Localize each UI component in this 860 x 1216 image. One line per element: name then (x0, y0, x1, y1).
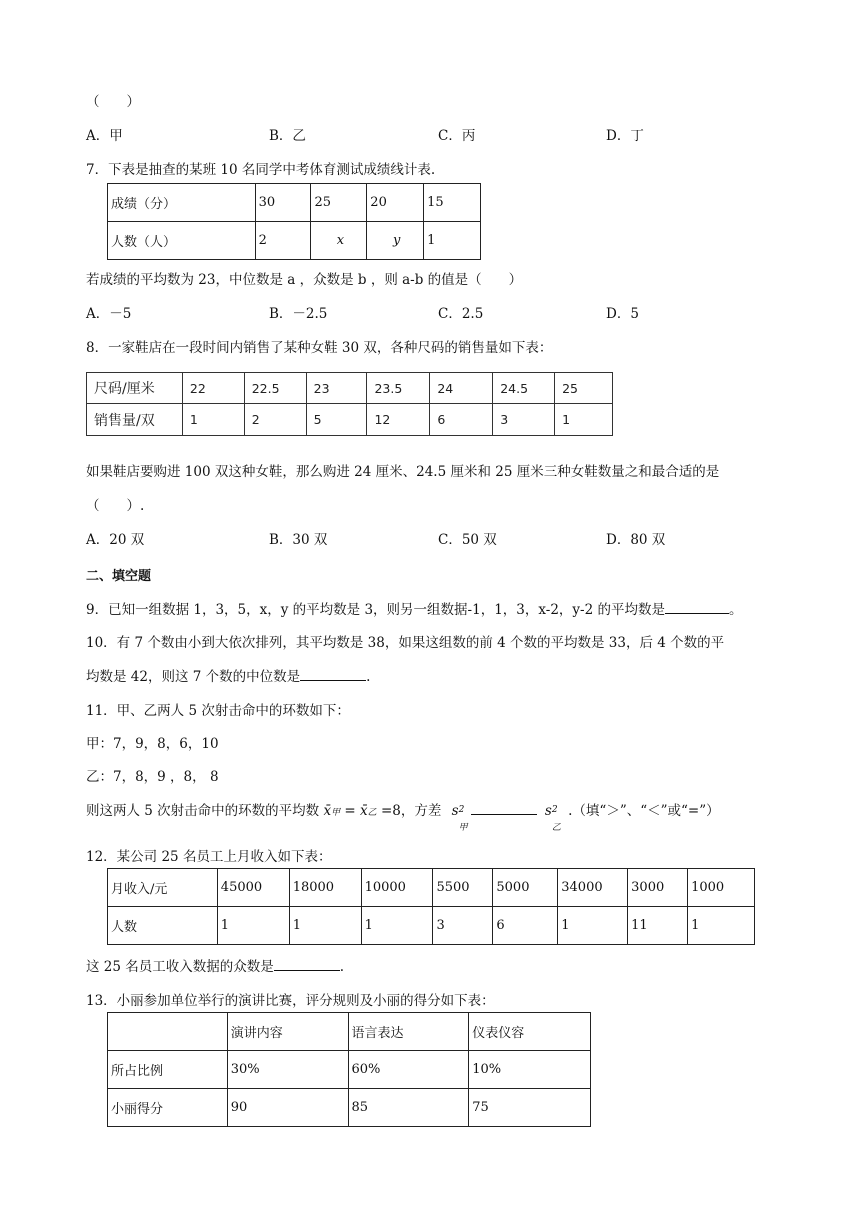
q8-options (86, 528, 776, 546)
option-d[interactable]: D．80 双 (606, 532, 666, 548)
table-cell: 1 (289, 907, 361, 945)
table-row (87, 404, 613, 436)
table-cell: 1 (217, 907, 289, 945)
table-cell: 10000 (361, 869, 433, 907)
table-cell: 6 (430, 404, 493, 436)
q13-score-table (107, 1012, 591, 1127)
q12-income-table (107, 868, 755, 945)
q11-suffix: .（填“＞”、“＜”或“=”） (568, 803, 720, 819)
q7-question: 若成绩的平均数为 23，中位数是 a ，众数是 b ，则 a-b 的值是（ ） (86, 272, 523, 288)
q8-question-line1: 如果鞋店要购进 100 双这种女鞋，那么购进 24 厘米、24.5 厘米和 25 厘米三种女鞋数量之和最合适的是 (86, 464, 720, 480)
subscript-jia: 甲 (331, 808, 341, 818)
table-cell: 1 (424, 222, 481, 260)
table-row (108, 222, 481, 260)
table-cell: 1 (688, 907, 755, 945)
table-cell: 1 (182, 404, 244, 436)
table-cell: 30% (227, 1051, 348, 1089)
table-cell: 34000 (558, 869, 628, 907)
table-cell: 23 (306, 373, 367, 404)
table-cell: 5 (306, 404, 367, 436)
table-cell: 人数 (108, 907, 218, 945)
q7-stem: 7．下表是抽查的某班 10 名同学中考体育测试成绩线计表. (86, 162, 436, 178)
q11-yi: 乙：7，8，9 ，8， 8 (86, 769, 219, 785)
option-d[interactable]: D．丁 (606, 128, 644, 144)
subscript-yi: 乙 (367, 808, 377, 818)
q12-question (86, 955, 344, 975)
answer-blank[interactable] (300, 666, 366, 681)
q6-paren: （ ） (86, 94, 140, 110)
table-cell: 60% (348, 1051, 469, 1089)
table-cell: 3000 (628, 869, 688, 907)
table-cell: 22.5 (244, 373, 306, 404)
table-cell: 22 (182, 373, 244, 404)
option-c[interactable]: C．2.5 (438, 306, 484, 322)
option-a[interactable]: A．－5 (86, 306, 132, 322)
table-cell: 85 (348, 1089, 469, 1127)
table-row (87, 373, 613, 404)
q8-size-table (86, 372, 613, 436)
answer-blank[interactable] (665, 599, 729, 614)
table-cell: 10% (469, 1051, 591, 1089)
table-cell: 月收入/元 (108, 869, 218, 907)
table-cell: 1 (555, 404, 613, 436)
table-cell: 人数（人） (108, 222, 256, 260)
table-row (108, 1089, 591, 1127)
table-cell: 3 (433, 907, 493, 945)
q11-mean: =8，方差 (380, 803, 442, 819)
table-cell: 25 (311, 184, 367, 222)
option-c[interactable]: C．丙 (438, 128, 476, 144)
q10-line2 (86, 665, 370, 685)
q8-question-line2: （ ）. (86, 498, 145, 514)
table-cell: 45000 (217, 869, 289, 907)
table-cell: 12 (367, 404, 430, 436)
table-cell: 3 (493, 404, 555, 436)
table-cell: 23.5 (367, 373, 430, 404)
table-cell: 24.5 (493, 373, 555, 404)
q11-jia: 甲：7，9，8，6，10 (86, 736, 219, 752)
variance-jia: s 2 甲 (451, 803, 468, 833)
table-cell: 仪表仪容 (469, 1013, 591, 1051)
q9-end: 。 (728, 602, 743, 618)
q12-text: 这 25 名员工收入数据的众数是 (86, 959, 274, 975)
q10-end: . (366, 669, 371, 685)
table-cell: 尺码/厘米 (87, 373, 183, 404)
table-cell: 销售量/双 (87, 404, 183, 436)
xbar-yi: x̄ (360, 803, 368, 819)
table-cell: 11 (628, 907, 688, 945)
option-c[interactable]: C．50 双 (438, 532, 497, 548)
table-cell: 2 (244, 404, 306, 436)
q10-text: 均数是 42，则这 7 个数的中位数是 (86, 669, 301, 685)
option-b[interactable]: B．乙 (269, 128, 306, 144)
table-cell: 20 (367, 184, 424, 222)
option-a[interactable]: A．20 双 (86, 532, 145, 548)
table-cell: 成绩（分） (108, 184, 256, 222)
q11-question (86, 799, 720, 833)
section-title: 二、填空题 (86, 569, 152, 584)
table-cell: 1000 (688, 869, 755, 907)
table-cell: 18000 (289, 869, 361, 907)
q9 (86, 598, 742, 618)
table-cell (108, 1013, 228, 1051)
q11-prefix: 则这两人 5 次射击命中的环数的平均数 (86, 803, 320, 819)
table-cell: 语言表达 (348, 1013, 469, 1051)
table-row (108, 907, 755, 945)
table-cell: 5000 (493, 869, 558, 907)
option-a[interactable]: A．甲 (86, 128, 123, 144)
table-cell: 演讲内容 (227, 1013, 348, 1051)
answer-blank[interactable] (471, 800, 537, 815)
table-cell: y (367, 222, 424, 260)
table-cell: 5500 (433, 869, 493, 907)
table-cell: 2 (255, 222, 311, 260)
variance-yi: s 2 乙 (544, 803, 561, 833)
table-cell: 25 (555, 373, 613, 404)
q6-options (86, 124, 776, 142)
table-cell: x (311, 222, 367, 260)
table-cell: 24 (430, 373, 493, 404)
q7-options (86, 302, 776, 320)
q7-score-table (107, 183, 481, 260)
option-b[interactable]: B．－2.5 (269, 306, 328, 322)
table-cell: 所占比例 (108, 1051, 228, 1089)
answer-blank[interactable] (274, 956, 340, 971)
table-cell: 6 (493, 907, 558, 945)
option-d[interactable]: D．5 (606, 306, 639, 322)
q13-stem: 13．小丽参加单位举行的演讲比赛，评分规则及小丽的得分如下表： (86, 993, 495, 1009)
equals-sign: = (344, 803, 356, 819)
q12-stem: 12．某公司 25 名员工上月收入如下表： (86, 849, 332, 865)
xbar-jia: x̄ (323, 803, 332, 819)
q8-stem: 8．一家鞋店在一段时间内销售了某种女鞋 30 双，各种尺码的销售量如下表： (86, 340, 553, 356)
table-cell: 30 (255, 184, 311, 222)
table-cell: 75 (469, 1089, 591, 1127)
table-cell: 15 (424, 184, 481, 222)
q10-line1: 10．有 7 个数由小到大依次排列，其平均数是 38，如果这组数的前 4 个数的平均数是 33，后 4 个数的平 (86, 635, 725, 651)
table-cell: 90 (227, 1089, 348, 1127)
table-cell: 1 (558, 907, 628, 945)
q12-end: . (339, 959, 345, 975)
table-row (108, 1051, 591, 1089)
option-b[interactable]: B．30 双 (269, 532, 328, 548)
table-row (108, 184, 481, 222)
table-cell: 小丽得分 (108, 1089, 228, 1127)
q9-text: 9．已知一组数据 1，3，5，x，y 的平均数是 3，则另一组数据-1，1，3，x-2，y-2 的平均数是 (86, 602, 665, 618)
q11-stem: 11．甲、乙两人 5 次射击命中的环数如下： (86, 703, 350, 719)
table-cell: 1 (361, 907, 433, 945)
table-row (108, 1013, 591, 1051)
table-row (108, 869, 755, 907)
